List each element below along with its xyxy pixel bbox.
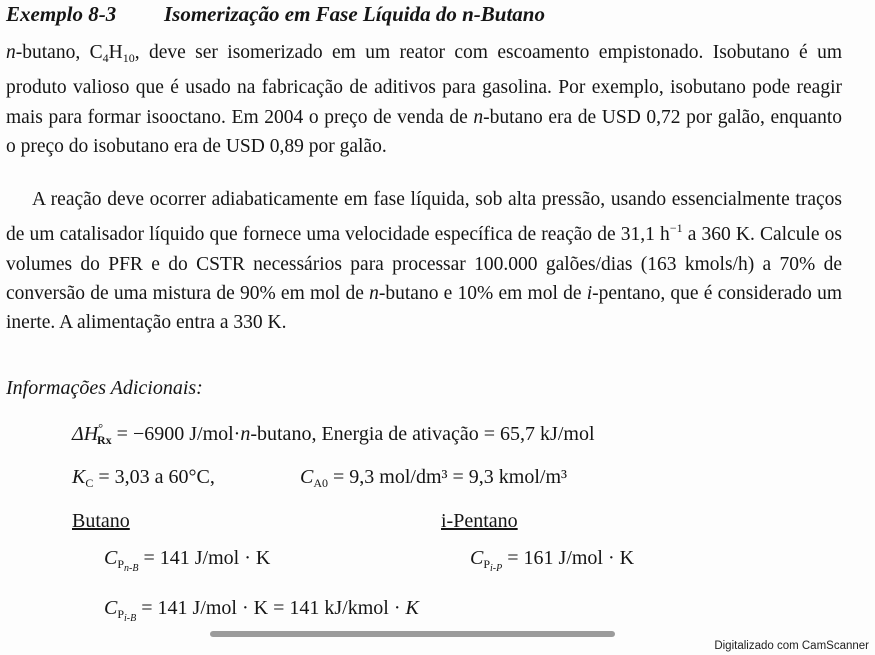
text-run: -butano e 10% em mol de (378, 282, 587, 304)
cp-symbol: C (470, 547, 484, 569)
text-run: = 9,3 mol/dm³ = 9,3 kmol/m³ (328, 466, 568, 488)
cp-n-butane (104, 547, 270, 574)
paragraph-intro (6, 38, 842, 161)
cp-symbol: C (104, 597, 118, 619)
enthalpy-equation (72, 421, 595, 448)
n-prefix: n (6, 42, 16, 63)
pentane-heading: i-Pentano (441, 510, 518, 532)
text-run: -pentano, que é considerado um inerte. A alimentação entra a 330 K. (6, 282, 842, 334)
subscript: P (483, 557, 491, 571)
kc-symbol: K (72, 466, 86, 488)
delta-h-symbol: ΔH (72, 423, 99, 445)
subscript: 10 (122, 51, 135, 65)
n-prefix: n (369, 282, 379, 304)
text-run: -butano era de USD 0,72 por galão, enquanto o preço do isobutano era de USD 0,89 por galão. (6, 106, 842, 157)
text-run: = −6900 J/mol· (111, 423, 241, 445)
superscript: ° (98, 421, 103, 435)
n-prefix: n (240, 423, 251, 445)
text-run: H (108, 42, 123, 63)
i-prefix: i (586, 282, 593, 304)
sub-subscript: i-P (490, 563, 503, 574)
initial-concentration (300, 466, 567, 491)
text-run: A reação deve ocorrer adiabaticamente em fase líquida, sob alta pressão, usando essencialmente traços de um catalisador líquido que fornece uma velocidade específica de reação de 31,1 h (6, 189, 842, 246)
subscript: P (117, 557, 125, 571)
text-run: a 360 K. Calcule os volumes do PFR e do CSTR necessários para processar 100.000 galões/dias (163 kmols/h) a 70% de conversão de uma mistura de 90% em mol de (6, 224, 842, 304)
n-prefix: n (473, 106, 484, 128)
paragraph-problem (6, 185, 842, 337)
butane-heading: Butano (72, 510, 130, 532)
text-run: , deve ser isomerizado em um reator com escoamento empistonado. Isobutano é um produto valioso que é usado na fabricação de aditivos para gasolina. Por exemplo, isobutano pode reagir mais para formar isooctano. Em 2004 o preço de venda de (6, 42, 842, 128)
ca0-symbol: C (300, 466, 314, 488)
subscript: 4 (102, 51, 109, 65)
cp-value: = 161 J/mol · K (502, 547, 635, 569)
cp-i-butane (104, 597, 419, 624)
additional-info-heading: Informações Adicionais: (6, 377, 203, 399)
cp-symbol: C (104, 547, 118, 569)
cp-value: = 141 J/mol · K (138, 547, 271, 569)
example-number: Exemplo 8-3 (6, 2, 117, 26)
kelvin-unit: K (405, 597, 419, 619)
sub-subscript: n-B (124, 563, 139, 574)
scroll-indicator[interactable] (210, 631, 615, 637)
text-run: = 3,03 a 60°C, (93, 466, 215, 488)
cp-value: = 141 J/mol · K = 141 kJ/kmol · (136, 597, 406, 619)
equilibrium-constant (72, 466, 215, 491)
camscanner-watermark: Digitalizado com CamScanner (714, 640, 869, 652)
subscript: A0 (313, 476, 329, 490)
sub-subscript: i-B (124, 613, 137, 624)
subscript: Rx (97, 433, 112, 447)
cp-i-pentane (470, 547, 634, 574)
subscript: P (117, 607, 125, 621)
text-run: -butano, C (15, 42, 103, 63)
subscript: C (85, 476, 94, 490)
example-heading: Isomerização em Fase Líquida do n-Butano (164, 2, 545, 26)
superscript: −1 (669, 221, 683, 236)
text-run: -butano, Energia de ativação = 65,7 kJ/mol (250, 423, 595, 445)
example-title (6, 2, 545, 27)
